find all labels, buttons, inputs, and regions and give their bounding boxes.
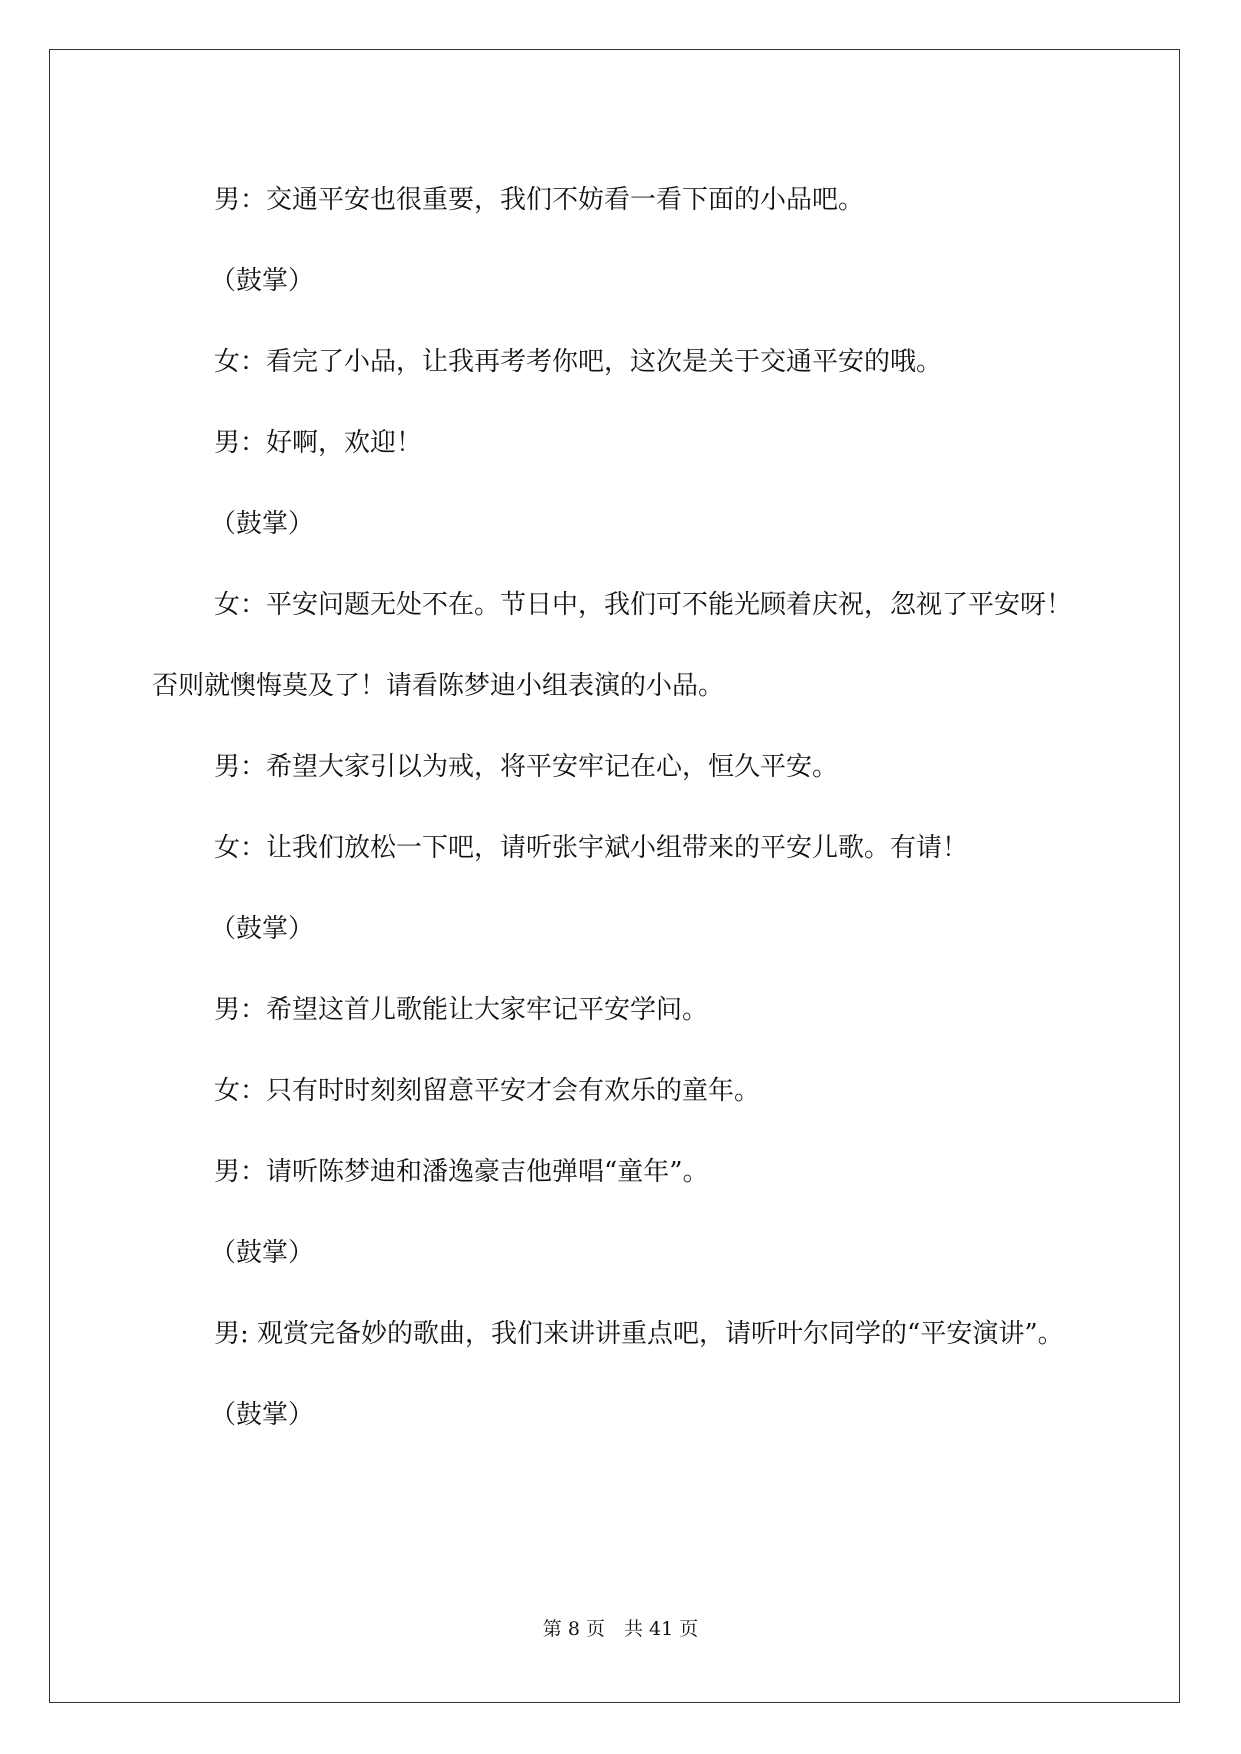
paragraph: 男: 观赏完备妙的歌曲，我们来讲讲重点吧，请听叶尔同学的“平安演讲”。: [214, 1319, 1064, 1349]
applause-note: （鼓掌）: [210, 509, 315, 539]
paragraph: 男：交通平安也很重要，我们不妨看一看下面的小品吧。: [214, 185, 865, 215]
document-body: [152, 160, 1092, 1456]
applause-note: （鼓掌）: [210, 266, 315, 296]
page-footer: 第 8 页 共 41 页: [542, 1618, 699, 1640]
paragraph: 女：只有时时刻刻留意平安才会有欢乐的童年。: [214, 1076, 761, 1106]
applause-note: （鼓掌）: [210, 1400, 315, 1430]
applause-note: （鼓掌）: [210, 914, 315, 944]
paragraph: 男：希望这首儿歌能让大家牢记平安学问。: [214, 995, 709, 1025]
paragraph: 男：希望大家引以为戒，将平安牢记在心，恒久平安。: [214, 752, 839, 782]
paragraph: 女：看完了小品，让我再考考你吧，这次是关于交通平安的哦。: [214, 347, 943, 377]
applause-note: （鼓掌）: [210, 1238, 315, 1268]
paragraph: 男：请听陈梦迪和潘逸豪吉他弹唱“童年”。: [214, 1157, 709, 1187]
paragraph: 女：让我们放松一下吧，请听张宇斌小组带来的平安儿歌。有请！: [214, 833, 969, 863]
paragraph: 男：好啊，欢迎！: [214, 428, 423, 458]
paragraph: 女：平安问题无处不在。节日中，我们可不能光顾着庆祝，忽视了平安呀！否则就懊悔莫及了！请看陈梦迪小组表演的小品。: [152, 590, 1073, 701]
